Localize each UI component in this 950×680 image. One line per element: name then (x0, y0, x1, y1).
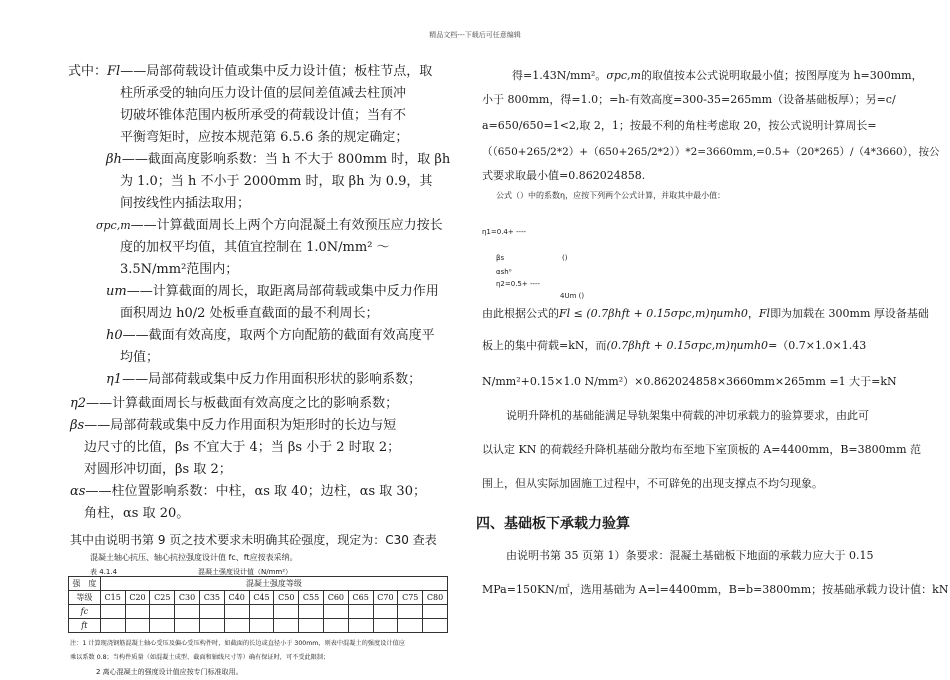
grade-cell: C40 (224, 591, 249, 605)
small-formula: η2=0.5+ ---- (496, 280, 541, 288)
small-formula: αsh⁰ (496, 268, 512, 276)
text-line: 由说明书第 35 页第 1）条要求：混凝土基础板下地面的承载力应大于 0.15 (506, 549, 874, 562)
def-sigma-line: 度的加权平均值，其值宜控制在 1.0N/mm² ～ (120, 240, 390, 255)
def-um-line: ——计算截面的周长，取距离局部荷载或集中反力作用 (126, 284, 439, 299)
grade-cell: C30 (175, 591, 200, 605)
concrete-strength-table (68, 576, 448, 633)
text-line: 以认定 KN 的荷载经升降机基础分散均布至地下室顶板的 A=4400mm，B=3800mm 范 (482, 443, 921, 456)
page-header: 精品文档---下载后可任意编辑 (429, 31, 521, 39)
text-line: a=650/650=1<2,取 2，1；按最不利的角柱考虑取 20，按公式说明计算周长= (482, 119, 877, 132)
grade-cell: C70 (373, 591, 398, 605)
symbol-sigma-pcm: σpc,m (606, 69, 641, 82)
table-number: 表 4.1.4 (90, 568, 118, 576)
small-formula: η1=0.4+ ---- (482, 228, 527, 236)
punching-shear-formula: Fl ≤ (0.7βhft + 0.15σpc,m)ηumh0 (559, 307, 748, 320)
symbol-eta1: η1 (106, 372, 123, 387)
grade-cell: C60 (323, 591, 348, 605)
symbol-fl: Fl (107, 64, 121, 79)
symbol-um: um (106, 284, 127, 299)
table-caption: 混凝土轴心抗压、轴心抗拉强度设计值 fc、ft应按表采纳。 (90, 553, 298, 562)
def-fl-line: 柱所承受的轴向压力设计值的层间差值减去柱顶冲 (120, 86, 407, 101)
grade-cell: C25 (150, 591, 175, 605)
symbol-sigma-pcm: σpc,m (96, 219, 131, 232)
text-line: 由此根据公式的 (482, 307, 559, 320)
small-formula: βs (496, 254, 505, 262)
text-line: 得=1.43N/mm²。 (512, 69, 607, 82)
small-note: 公式（）中的系数η，应按下列两个公式计算，并取其中最小值： (496, 191, 726, 200)
text-line: （（650+265/2*2）+（650+265/2*2））*2=3660mm,=0.5+（20*265）/（4*3660），按公 (482, 146, 940, 158)
grade-cell: C55 (299, 591, 324, 605)
def-fl-line: 切破坏锥体范围内板所承受的荷载设计值；当有不 (120, 108, 407, 123)
section-heading: 四、基础板下承载力验算 (476, 516, 630, 532)
def-bs-line: ——局部荷载或集中反力作用面积为矩形时的长边与短 (84, 418, 397, 433)
symbol-h0: h0 (106, 328, 123, 343)
symbol-beta-s: βs (70, 418, 85, 433)
capacity-formula: (0.7βhft + 0.15σpc,m)ηumh0 (606, 339, 769, 352)
def-sigma-line: 3.5N/mm²范围内； (120, 262, 239, 277)
text-line: 即为加载在 300mm 厚设备基础 (770, 307, 929, 320)
formula-definitions-intro (68, 64, 432, 80)
def-h0-line: ——截面有效高度，取两个方向配筋的截面有效高度平 (122, 328, 435, 343)
c30-statement: 其中由说明书第 9 页之技术要求未明确其砼强度，现定为：C30 查表 (70, 533, 437, 547)
def-as-line: ——柱位置影响系数：中柱，αs 取 40；边柱，αs 取 30； (85, 484, 426, 499)
table-row-head: 强 度 (69, 577, 101, 591)
text-line: 式要求取最小值=0.862024858. (482, 169, 646, 182)
def-eta2-line: ——计算截面周长与板截面有效高度之比的影响系数； (86, 396, 399, 411)
table-note: 2 离心混凝土的强度设计值应按专门标准取用。 (96, 668, 243, 676)
table-note: 乘以系数 0.8；当构件质量（如混凝土成型、截面和轴线尺寸等）确有保证时，可不受此限制； (70, 654, 330, 661)
def-um-line: 面积周边 h0/2 处板垂直截面的最不利周长； (120, 306, 379, 321)
symbol-eta2: η2 (70, 396, 87, 411)
text-line: =（0.7×1.0×1.43 (768, 339, 867, 352)
def-fl-line: ——局部荷载设计值或集中反力设计值；板柱节点，取 (120, 64, 433, 79)
table-row (69, 577, 448, 591)
table-row (69, 619, 448, 633)
grade-cell: C35 (199, 591, 224, 605)
text-line: 的取值按本公式说明取最小值；按图厚度为 h=300mm， (640, 69, 923, 82)
def-bh-line: ——截面高度影响系数：当 h 不大于 800mm 时，取 βh (121, 152, 451, 167)
def-bs-line: 边尺寸的比值，βs 不宜大于 4；当 βs 小于 2 时取 2； (84, 440, 401, 455)
table-group-head: 混凝土强度等级 (100, 577, 447, 591)
text-line: N/mm²+0.15×1.0 N/mm²）×0.862024858×3660mm×265mm =1 大于=kN (482, 375, 897, 388)
grade-cell: C75 (398, 591, 423, 605)
def-eta1-line: ——局部荷载或集中反力作用面积形状的影响系数； (122, 372, 422, 387)
text-line: 说明升降机的基础能满足导轨架集中荷载的冲切承载力的验算要求，由此可 (506, 409, 869, 422)
def-as-line: 角柱，αs 取 20。 (84, 506, 190, 521)
table-title: 混凝土强度设计值（N/mm²） (198, 568, 293, 576)
text-line: ， (747, 307, 759, 320)
symbol-alpha-s: αs (70, 484, 86, 499)
intro-label: 式中： (68, 64, 108, 79)
text-line: 小于 800mm，得=1.0；=h-有效高度=300-35=265mm（设备基础板厚）；另=c/ (482, 93, 896, 106)
table-note: 注：1 计算现浇钢筋混凝土轴心受压及偏心受压构件时，如截面的长边或直径小于 300mm，则表中混凝土的强度设计值应 (70, 640, 405, 647)
symbol-fl: Fl (758, 307, 771, 320)
text-line: MPa=150KN/㎡，选用基础为 A=l=4400mm，B=b=3800mm；按基础承载力设计值：kN (482, 583, 949, 596)
grade-cell: C80 (423, 591, 448, 605)
table-row (69, 605, 448, 619)
grade-cell: C45 (249, 591, 274, 605)
table-row-head: fc (69, 605, 101, 619)
def-bh-line: 为 1.0；当 h 不小于 2000mm 时，取 βh 为 0.9，其 (120, 174, 433, 189)
grade-cell: C50 (274, 591, 299, 605)
text-line: 板上的集中荷载=kN，而 (482, 339, 607, 352)
def-h0-line: 均值； (120, 350, 160, 365)
text-line: 围上，但从实际加固施工过程中，不可辟免的出现支撑点不均匀现象。 (482, 477, 823, 490)
small-formula: 4Um () (560, 292, 585, 300)
grade-cell: C15 (100, 591, 125, 605)
table-row (69, 591, 448, 605)
def-fl-line: 平衡弯矩时，应按本规范第 6.5.6 条的规定确定； (120, 130, 409, 145)
def-bs-line: 对圆形冲切面，βs 取 2； (84, 462, 232, 477)
symbol-beta-h: βh (106, 152, 122, 167)
grade-cell: C20 (125, 591, 150, 605)
table-row-head: 等级 (69, 591, 101, 605)
def-sigma-line: ——计算截面周长上两个方向混凝土有效预压应力按长 (130, 218, 443, 233)
small-formula: () (562, 254, 568, 262)
def-bh-line: 间按线性内插法取用； (120, 196, 251, 211)
table-row-head: ft (69, 619, 101, 633)
grade-cell: C65 (348, 591, 373, 605)
